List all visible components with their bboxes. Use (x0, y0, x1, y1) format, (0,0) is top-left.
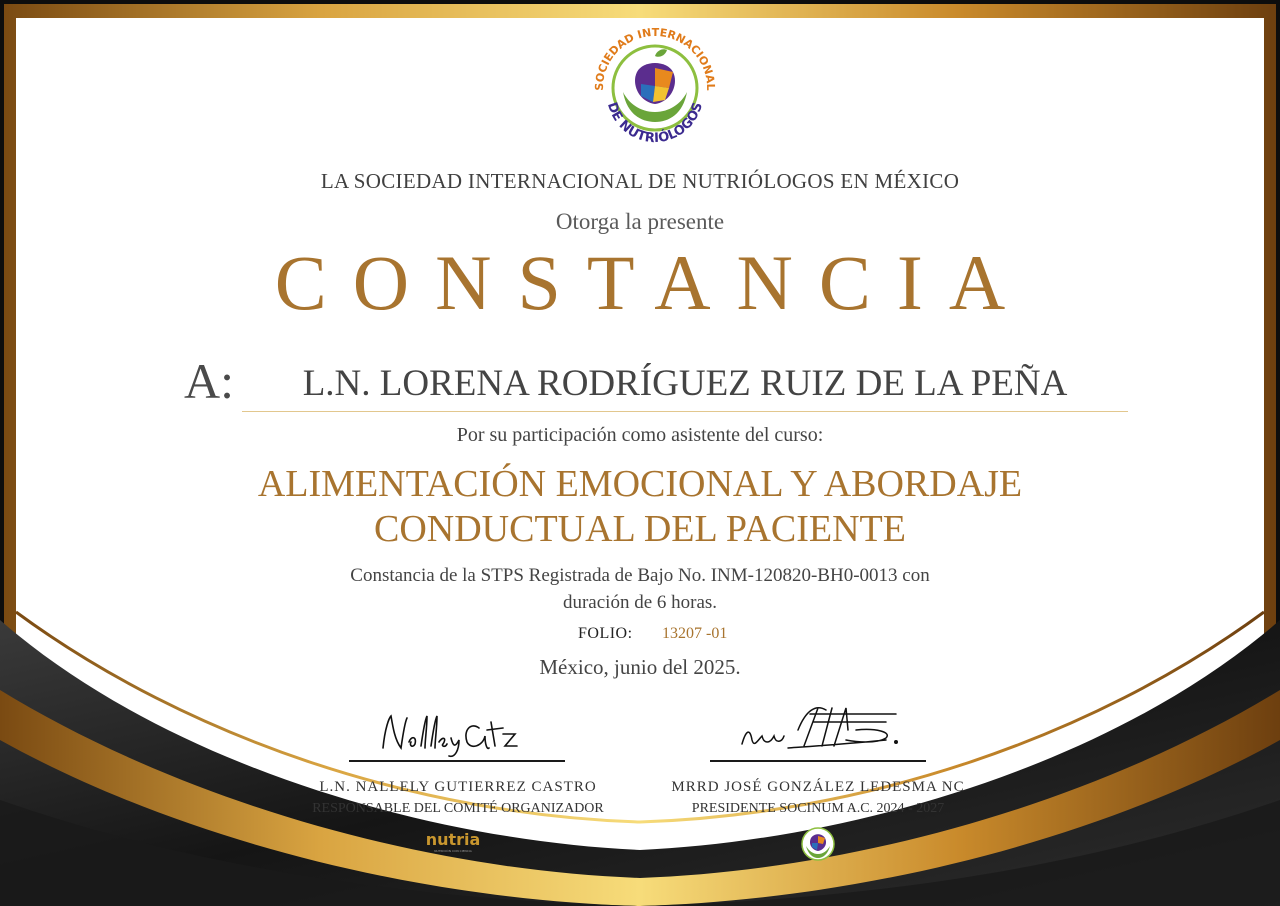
course-intro: Por su participación como asistente del curso: (456, 424, 824, 446)
folio-value: 13207 -01 (662, 625, 728, 642)
logo-ring-text (585, 22, 725, 157)
signature-1-name: L.N. NALLELY GUTIERREZ CASTRO (319, 779, 597, 795)
folio-label: FOLIO: (578, 625, 633, 642)
signature-2-role: PRESIDENTE SOCINUM A.C. 2024 - 2027 (691, 801, 945, 816)
grant-line: Otorga la presente (555, 209, 725, 234)
issue-date: México, junio del 2025. (539, 655, 741, 679)
small-logo-text (790, 866, 846, 867)
registration-line1: Constancia de la STPS Registrada de Bajo No. INM-120820-BH0-0013 con (350, 565, 930, 586)
organization-name: LA SOCIEDAD INTERNACIONAL DE NUTRIÓLOGOS EN MÉXICO (320, 169, 960, 193)
certificate-title: CONSTANCIA (274, 239, 1032, 326)
signature-2-line (710, 760, 926, 762)
signature-2-handwriting (736, 700, 906, 760)
course-title-line2: CONDUCTUAL DEL PACIENTE (374, 508, 906, 550)
nutria-logo: nutria (425, 830, 481, 849)
sociedad-small-logo-icon (792, 818, 844, 870)
svg-text:DE NUTRIÓLOGOS: DE NUTRIÓLOGOS (603, 100, 706, 147)
svg-text:SOCIEDAD INTERNACIONAL: SOCIEDAD INTERNACIONAL (592, 25, 718, 91)
signature-1-handwriting (375, 708, 535, 758)
signature-2-name: MRRD JOSÉ GONZÁLEZ LEDESMA NC (671, 779, 965, 795)
course-title-line1: ALIMENTACIÓN EMOCIONAL Y ABORDAJE (257, 463, 1023, 505)
nutria-logo-subtext: NUTRICIÓN CON CIENCIA (434, 849, 472, 853)
recipient-underline (242, 411, 1128, 412)
recipient-name: L.N. LORENA RODRÍGUEZ RUIZ DE LA PEÑA (302, 363, 1068, 404)
signature-1-line (349, 760, 565, 762)
signature-1-role: RESPONSABLE DEL COMITÉ ORGANIZADOR (312, 801, 604, 816)
registration-line2: duración de 6 horas. (562, 592, 718, 613)
recipient-label: A: (184, 353, 234, 409)
